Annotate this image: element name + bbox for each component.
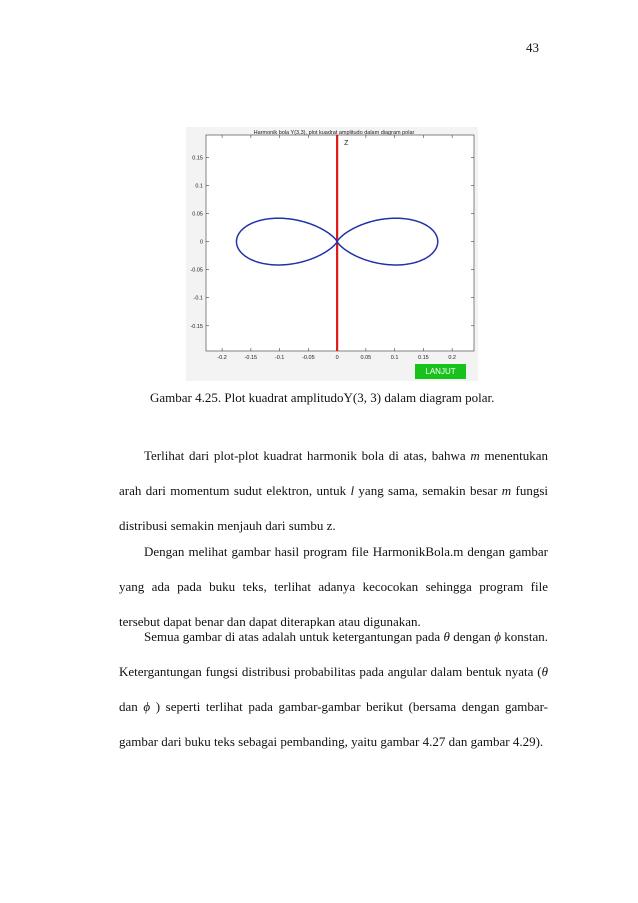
x-tick-label: -0.2 (217, 355, 227, 361)
text-run: Semua gambar di atas adalah untuk ketergantungan pada (144, 629, 444, 644)
text-run: konstan. (500, 629, 548, 644)
y-tick-label: 0.1 (195, 183, 203, 190)
math-symbol: ϕ (494, 629, 501, 644)
text-run: yang ada pada buku teks, terlihat adanya kecocokan sehingga program file (119, 579, 548, 594)
chart-title: Harmonik bola Y(3,3), plot kuadrat amplitudo dalam diagram polar (253, 130, 415, 136)
math-symbol: m (501, 483, 512, 498)
x-tick-label: 0.15 (418, 355, 429, 361)
text-run: arah dari momentum sudut elektron, untuk (119, 483, 351, 498)
text-run: Ketergantungan fungsi distribusi probabilitas pada angular dalam bentuk nyata ( (119, 664, 542, 679)
math-symbol: θ (541, 664, 548, 679)
lanjut-button[interactable]: LANJUT (415, 364, 466, 379)
y-tick-label: 0 (199, 239, 203, 246)
paragraph-angular-dependence (119, 619, 548, 759)
text-run: distribusi semakin menjauh dari sumbu z. (119, 518, 336, 533)
plot-area (206, 135, 474, 351)
y-tick-label: -0.1 (193, 295, 203, 302)
x-tick-label: -0.15 (244, 355, 258, 361)
paragraph-line (119, 654, 548, 689)
text-run: fungsi (511, 483, 549, 498)
figure-caption: Gambar 4.25. Plot kuadrat amplitudoY(3, 3) dalam diagram polar. (150, 390, 495, 405)
paragraph-line (119, 534, 548, 569)
paragraph-line (119, 724, 548, 759)
x-tick-label: -0.05 (302, 355, 315, 361)
y-tick-label: -0.05 (190, 267, 203, 274)
x-tick-label: 0.1 (390, 355, 399, 361)
x-tick-label: -0.1 (274, 355, 285, 361)
x-tick-label: 0 (335, 355, 339, 361)
math-symbol: ϕ (143, 699, 151, 714)
x-tick-label: 0.2 (448, 355, 456, 361)
paragraph-line (119, 619, 548, 654)
paragraph-line (119, 569, 548, 604)
text-run: dan (119, 699, 144, 714)
y-tick-label: 0.05 (192, 211, 203, 218)
paragraph-line (119, 689, 548, 724)
x-tick-label: 0.05 (360, 355, 372, 361)
polar-plot-chart (186, 127, 478, 381)
text-run: gambar dari buku teks sebagai pembanding, yaitu gambar 4.27 dan gambar 4.29). (119, 734, 544, 749)
text-run: tersebut dapat benar dan dapat diterapkan atau digunakan. (119, 614, 421, 629)
paragraph-line (119, 473, 548, 508)
text-run: yang sama, semakin besar (354, 483, 502, 498)
page-number: 43 (526, 40, 539, 55)
z-axis-label: Z (344, 140, 349, 147)
y-tick-label: -0.15 (190, 323, 203, 330)
math-symbol: θ (443, 629, 450, 644)
text-run: ) seperti terlihat pada gambar-gambar berikut (bersama dengan gambar- (150, 699, 549, 714)
text-run: Dengan melihat gambar hasil program file HarmonikBola.m dengan gambar (144, 544, 548, 559)
math-symbol: l (350, 483, 355, 498)
text-run: dengan (449, 629, 495, 644)
math-symbol: m (470, 448, 480, 463)
paragraph-m-direction (119, 438, 548, 543)
paragraph-line (119, 438, 548, 473)
polar-plot-figure (186, 127, 478, 381)
text-run: menentukan (479, 448, 548, 463)
y-tick-label: 0.15 (192, 155, 203, 162)
text-run: Terlihat dari plot-plot kuadrat harmonik bola di atas, bahwa (144, 448, 471, 463)
